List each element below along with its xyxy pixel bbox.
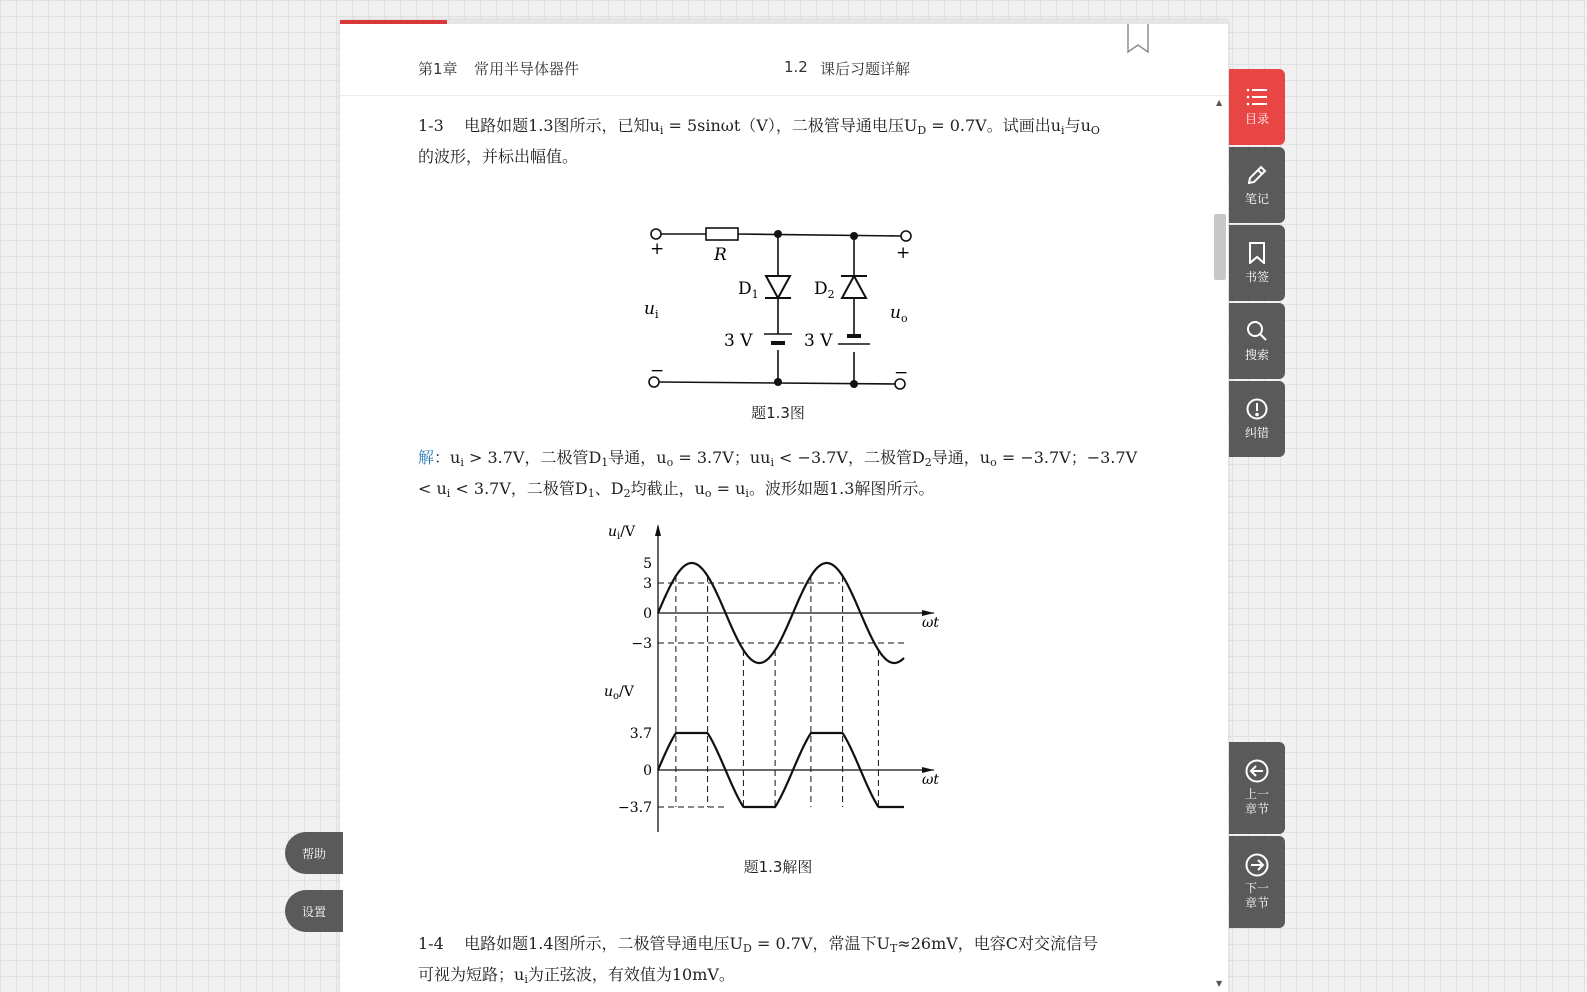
resistor-label: R — [714, 245, 727, 265]
settings-button[interactable]: 设置 — [285, 890, 343, 932]
pencil-icon — [1246, 164, 1268, 186]
uo-tick-label: 3.7 — [629, 726, 652, 742]
search-label: 搜索 — [1244, 347, 1269, 362]
scroll-down-arrow-icon[interactable]: ▼ — [1216, 979, 1223, 988]
ui-wt-label: ωt — [922, 615, 940, 631]
battery-1-label: 3 V — [724, 331, 753, 351]
circuit-figure-1-3 — [638, 206, 928, 396]
list-icon — [1246, 88, 1268, 106]
problem-1-4-text: 1-4 电路如题1.4图所示，二极管导通电压$U_D = 0.7V$，常温下$U_T\approx 26mV$，电容C对交流信号 可视为短路；$u_i$为正弦波，有效值为10mV。 — [418, 934, 1099, 986]
page-header — [340, 24, 1228, 96]
prev-chapter-label-1: 上一 — [1244, 787, 1269, 801]
header-chapter: 第1章 — [418, 60, 458, 78]
toc-button[interactable] — [1229, 69, 1285, 145]
search-button[interactable] — [1229, 303, 1285, 379]
reader-sidebar — [1229, 69, 1285, 459]
prev-chapter-label-2: 章节 — [1244, 802, 1269, 816]
diode-d1-label: $D_1$ — [738, 279, 759, 301]
notes-button[interactable] — [1229, 147, 1285, 223]
ui-y-axis-arrow — [655, 524, 661, 536]
problem-1-3-text: 1-3 电路如题1.3图所示，已知$u_i = 5\sin\omega t(V)$，二极管导通电压$U_D = 0.7V$。试画出$u_i$与$u_O$ 的波形，并标出幅值。 — [418, 116, 1100, 166]
search-icon — [1246, 320, 1268, 342]
battery-2-label: 3 V — [804, 331, 833, 351]
header-section: 1.2 — [784, 58, 808, 76]
uo-axis-label: $u_o/V$ — [604, 684, 634, 702]
figure-1-3-caption: 题1.3图 — [751, 404, 805, 422]
uo-tick-label: −3.7 — [618, 800, 652, 816]
arrow-right-circle-icon — [1245, 853, 1269, 877]
bookmark-button[interactable] — [1229, 225, 1285, 301]
reader-page — [340, 20, 1228, 992]
uo-tick-label: 0 — [643, 763, 652, 779]
next-chapter-label-1: 下一 — [1244, 881, 1269, 895]
ui-tick-label: 3 — [643, 576, 652, 592]
alert-circle-icon — [1246, 398, 1268, 420]
diode-d2-label: $D_2$ — [814, 279, 835, 301]
report-error-button[interactable] — [1229, 381, 1285, 457]
input-voltage-label: $u_i$ — [644, 299, 659, 321]
output-minus-label: − — [894, 363, 909, 383]
bookmark-label: 书签 — [1244, 269, 1269, 284]
input-plus-label: + — [650, 239, 665, 259]
ui-tick-label: 5 — [643, 556, 652, 572]
uo-wt-label: ωt — [922, 772, 940, 788]
solution-1-3-text: 解：$u_i > 3.7V$，二极管$D_1$导通，$u_o = 3.7V$；$uu_i < -3.7V$，二极管$D_2$导通，$u_o = -3.7V$；$-3.7V < u_i < 3.7V$，二极管$D_1$、$D_2$均截止，$u_o = u_i$。波形如题1.3解图所示。 — [418, 448, 1138, 500]
ui-tick-label: 0 — [643, 606, 652, 622]
bookmark-icon — [1248, 242, 1266, 264]
help-button[interactable]: 帮助 — [285, 832, 343, 874]
waveform-figure-1-3-solution — [604, 522, 954, 842]
toc-label: 目录 — [1244, 111, 1269, 126]
scroll-thumb[interactable] — [1214, 214, 1226, 280]
figure-1-3-solution-caption: 题1.3解图 — [743, 858, 813, 876]
output-plus-label: + — [896, 243, 911, 263]
ui-axis-label: $u_i/V$ — [608, 524, 636, 542]
page-scrollbar[interactable] — [1214, 98, 1226, 988]
scroll-up-arrow-icon[interactable]: ▲ — [1216, 98, 1223, 107]
output-voltage-label: $u_o$ — [890, 303, 908, 325]
diode-d1-symbol — [766, 276, 790, 298]
ui-tick-label: −3 — [631, 636, 652, 652]
arrow-left-circle-icon — [1245, 759, 1269, 783]
diode-d2-symbol — [842, 276, 866, 298]
report-error-label: 纠错 — [1244, 425, 1269, 440]
header-section-title: 课后习题详解 — [820, 60, 911, 78]
prev-chapter-button[interactable] — [1229, 742, 1285, 834]
next-chapter-button[interactable] — [1229, 836, 1285, 928]
next-chapter-label-2: 章节 — [1244, 896, 1269, 910]
chapter-nav — [1229, 742, 1285, 930]
notes-label: 笔记 — [1244, 191, 1269, 206]
input-minus-label: − — [650, 361, 665, 381]
header-chapter-title: 常用半导体器件 — [474, 60, 580, 78]
